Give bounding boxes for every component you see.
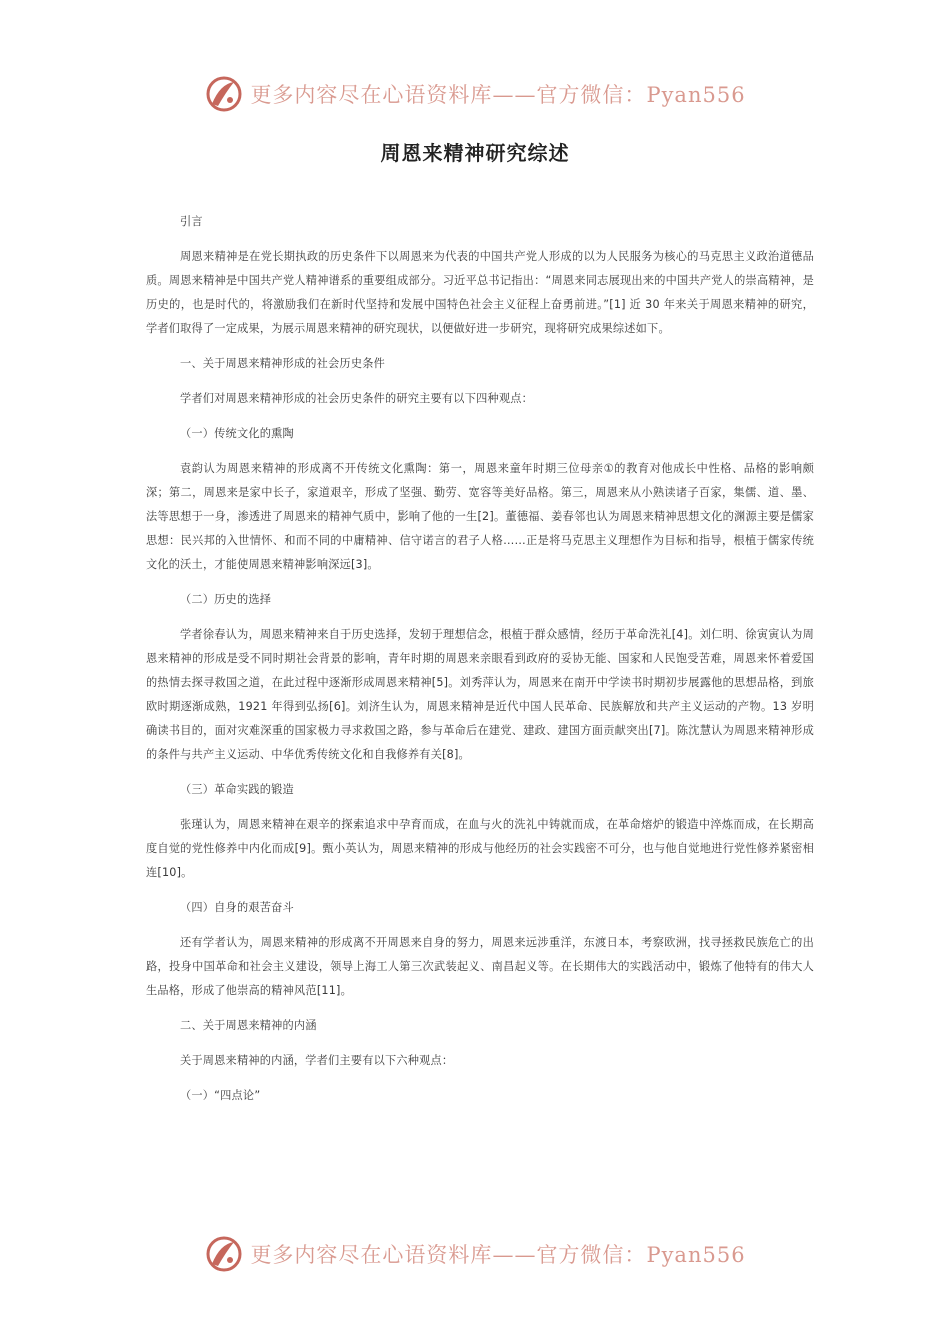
paragraph: 袁韵认为周恩来精神的形成离不开传统文化熏陶：第一，周恩来童年时期三位母亲①的教育对他成长中性格、品格的影响颇深；第二，周恩来是家中长子，家道艰辛，形成了坚强、勤劳、宽容等美好品格。第三，周恩来从小熟读诸子百家，集儒、道、墨、法等思想于一身，渗透进了周恩来的精神气质中，影响了他的一生[2]。董德福、姜春邻也认为周恩来精神思想文化的渊源主要是儒家思想：民兴邦的入世情怀、和而不同的中庸精神、信守诺言的君子人格……正是将马克思主义理想作为目标和指导，根植于儒家传统文化的沃土，才能使周恩来精神影响深远[3]。 xyxy=(146,462,814,571)
subsection-heading: （二）历史的选择 xyxy=(180,593,272,606)
paragraph: 张瑾认为，周恩来精神在艰辛的探索追求中孕育而成，在血与火的洗礼中铸就而成，在革命熔炉的锻造中淬炼而成，在长期高度自觉的党性修养中内化而成[9]。甄小英认为，周恩来精神的形成与他经历的社会实践密不可分，也与他自觉地进行党性修养紧密相连[10]。 xyxy=(146,818,814,879)
footer-banner xyxy=(0,1232,950,1276)
logo-icon xyxy=(204,74,244,114)
subsection-heading: （一）“四点论” xyxy=(180,1089,261,1102)
paragraph: 周恩来精神是在党长期执政的历史条件下以周恩来为代表的中国共产党人形成的以为人民服务为核心的马克思主义政治道德品质。周恩来精神是中国共产党人精神谱系的重要组成部分。习近平总书记指出：“周恩来同志展现出来的中国共产党人的崇高精神，是历史的，也是时代的，将激励我们在新时代坚持和发展中国特色社会主义征程上奋勇前进。”[1] 近 30 年来关于周恩来精神的研究，学者们取得了一定成果，为展示周恩来精神的研究现状，以便做好进一步研究，现将研究成果综述如下。 xyxy=(146,250,814,335)
section-heading: 二、关于周恩来精神的内涵 xyxy=(180,1019,317,1032)
paragraph: 关于周恩来精神的内涵，学者们主要有以下六种观点： xyxy=(180,1054,454,1067)
logo-icon xyxy=(204,1234,244,1274)
banner-text: 更多内容尽在心语资料库——官方微信：Pyan556 xyxy=(250,1243,746,1267)
subsection-heading: （一）传统文化的熏陶 xyxy=(180,427,294,440)
paragraph: 还有学者认为，周恩来精神的形成离不开周恩来自身的努力，周恩来远涉重洋，东渡日本，考察欧洲，找寻拯救民族危亡的出路，投身中国革命和社会主义建设，领导上海工人第三次武装起义、南昌起义等。在长期伟大的实践活动中，锻炼了他特有的伟大人生品格，形成了他崇高的精神风范[11]。 xyxy=(146,936,814,997)
subsection-heading: （三）革命实践的锻造 xyxy=(180,783,294,796)
subsection-heading: （四）自身的艰苦奋斗 xyxy=(180,901,294,914)
section-heading: 一、关于周恩来精神形成的社会历史条件 xyxy=(180,357,385,370)
intro-heading: 引言 xyxy=(180,215,203,228)
paragraph: 学者们对周恩来精神形成的社会历史条件的研究主要有以下四种观点： xyxy=(180,392,534,405)
banner-text: 更多内容尽在心语资料库——官方微信：Pyan556 xyxy=(250,83,746,107)
document-body xyxy=(146,210,814,1119)
paragraph: 学者徐春认为，周恩来精神来自于历史选择，发轫于理想信念，根植于群众感情，经历于革命洗礼[4]。刘仁明、徐寅寅认为周恩来精神的形成是受不同时期社会背景的影响，青年时期的周恩来亲眼看到政府的妥协无能、国家和人民饱受苦难，周恩来怀着爱国的热情去探寻救国之道，在此过程中逐渐形成周恩来精神[5]。刘秀萍认为，周恩来在南开中学读书时期初步展露他的思想品格，到旅欧时期逐渐成熟，1921 年得到弘扬[6]。刘济生认为，周恩来精神是近代中国人民革命、民族解放和共产主义运动的产物。13 岁明确读书目的，面对灾难深重的国家极力寻求救国之路，参与革命后在建党、建政、建国方面贡献突出[7]。陈沈慧认为周恩来精神形成的条件与共产主义运动、中华优秀传统文化和自我修养有关[8]。 xyxy=(146,628,814,761)
document-title: 周恩来精神研究综述 xyxy=(380,141,570,165)
header-banner xyxy=(0,72,950,116)
